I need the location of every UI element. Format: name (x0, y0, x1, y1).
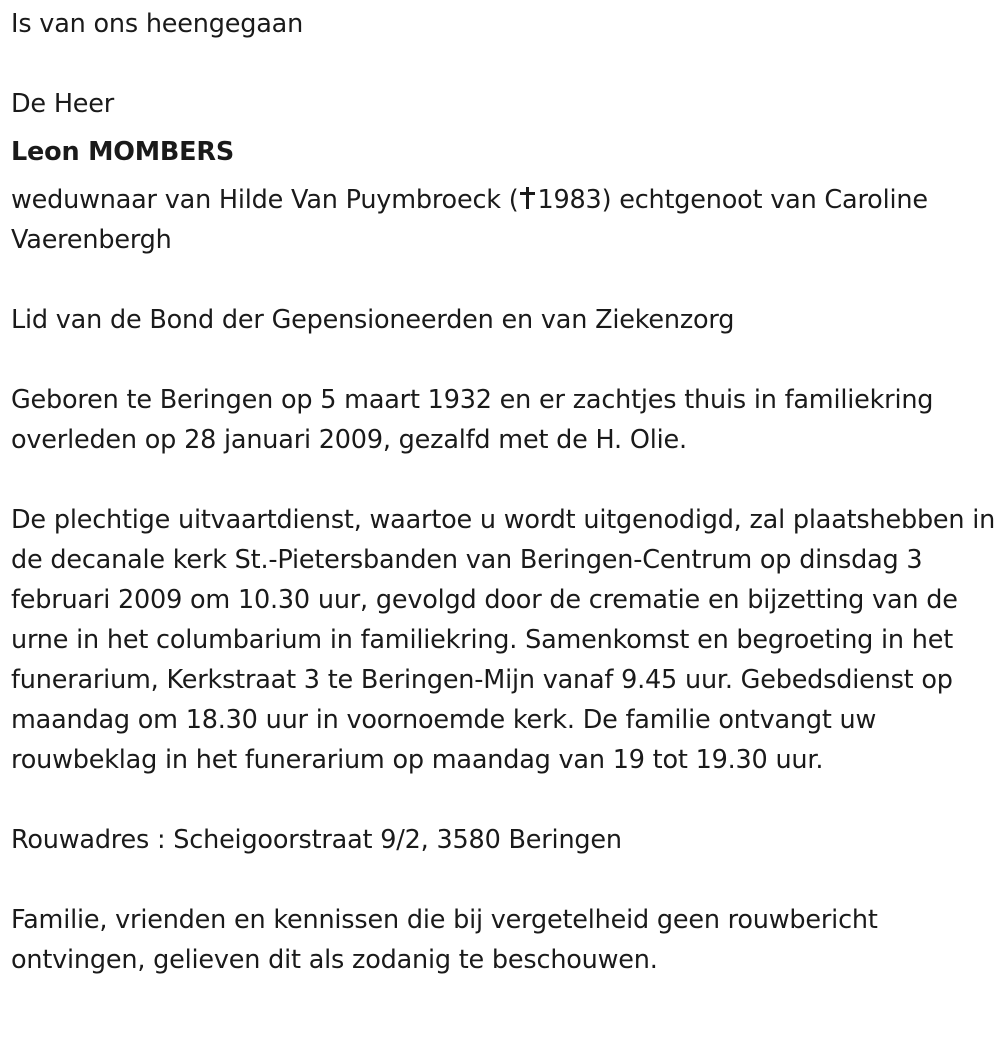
relations-before-cross: weduwnaar van Hilde Van Puymbroeck ( (11, 185, 519, 215)
relations-text (11, 180, 996, 260)
membership-text: Lid van de Bond der Gepensioneerden en van Ziekenzorg (11, 305, 735, 335)
intro-text: Is van ons heengegaan (11, 9, 304, 39)
birth-death-text: Geboren te Beringen op 5 maart 1932 en er zachtjes thuis in familiekring overleden op 28 januari 2009, gezalfd met de H. Olie. (11, 385, 934, 455)
honorific-title: De Heer (11, 89, 115, 119)
relations-after-cross: 1983) echtgenoot van Caroline Vaerenbergh (11, 185, 928, 255)
deceased-name: Leon MOMBERS (11, 137, 234, 167)
death-notice (11, 4, 996, 980)
address-text: Rouwadres : Scheigoorstraat 9/2, 3580 Beringen (11, 825, 622, 855)
cross-icon (519, 187, 536, 209)
service-text: De plechtige uitvaartdienst, waartoe u wordt uitgenodigd, zal plaatshebben in de decanale kerk St.-Pietersbanden van Beringen-Centrum op dinsdag 3 februari 2009 om 10.30 uur, gevolgd door de crematie en bijzetting van de urne in het columbarium in familiekring. Samenkomst en begroeting in het funerarium, Kerkstraat 3 te Beringen-Mijn vanaf 9.45 uur. Gebedsdienst op maandag om 18.30 uur in voornoemde kerk. De familie ontvangt uw rouwbeklag in het funerarium op maandag van 19 tot 19.30 uur. (11, 505, 996, 775)
closing-text: Familie, vrienden en kennissen die bij vergetelheid geen rouwbericht ontvingen, gelieven dit als zodanig te beschouwen. (11, 905, 878, 975)
